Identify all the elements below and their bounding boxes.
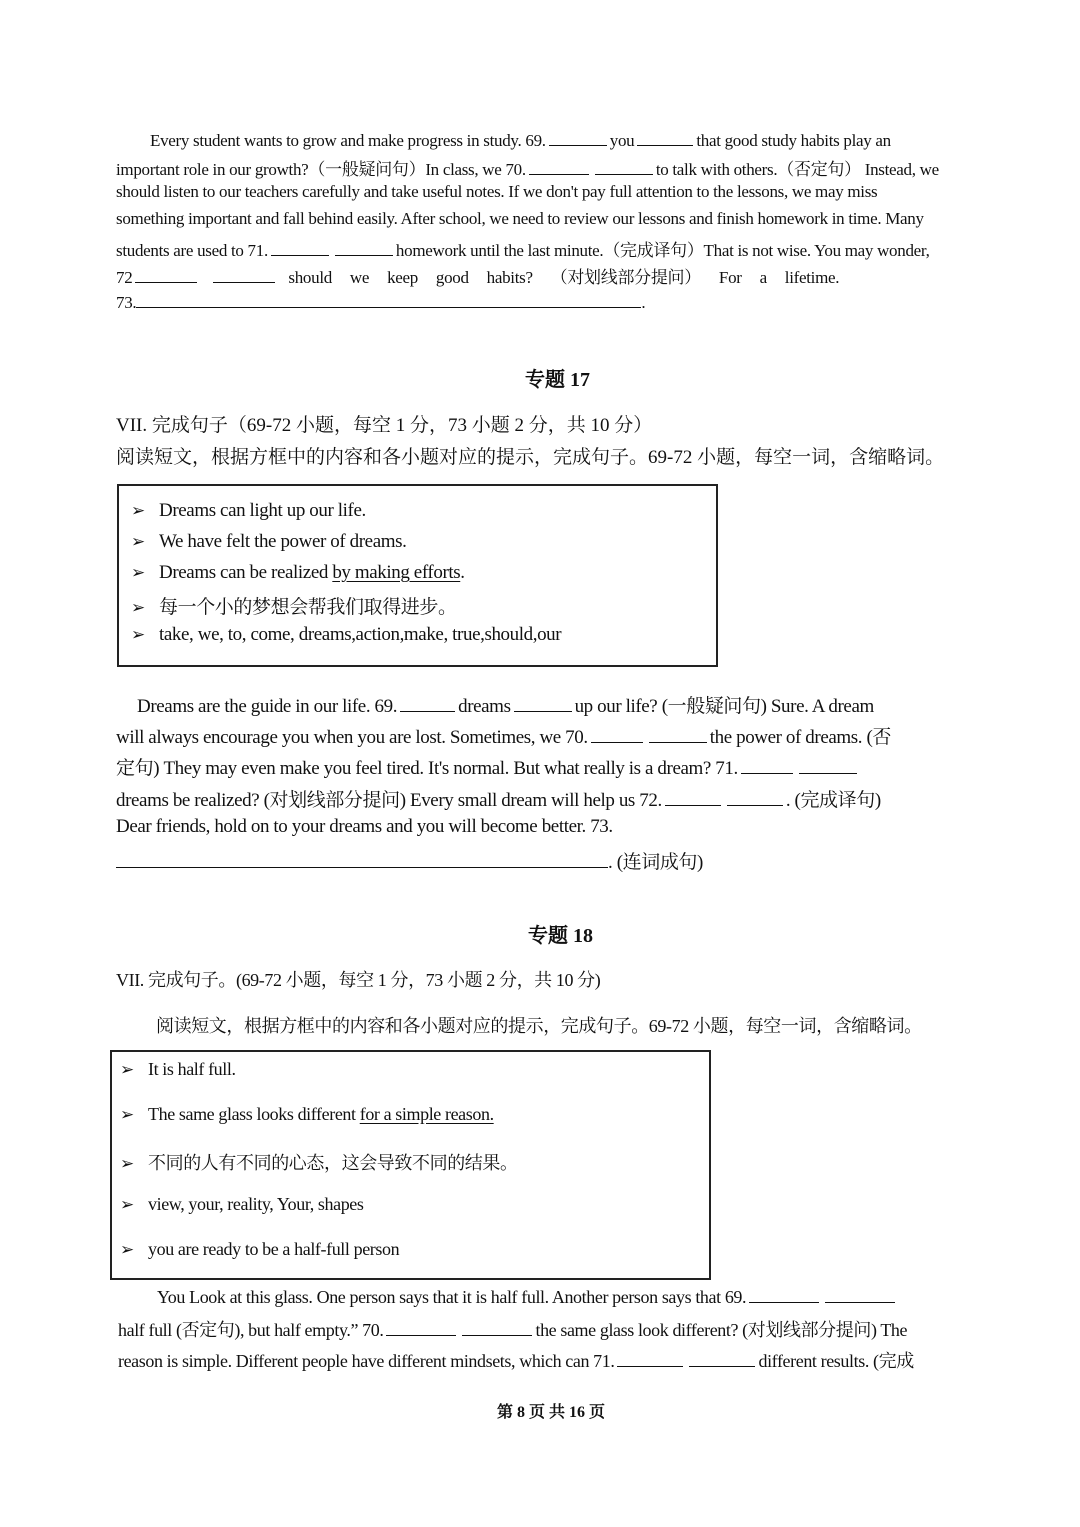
passage-line: [116, 290, 645, 313]
answer-blank[interactable]: [665, 786, 721, 806]
text: important role in our growth?（一般疑问句）In class, we 70.: [116, 160, 526, 179]
answer-blank[interactable]: [825, 1284, 895, 1303]
hint-text: It is half full.: [148, 1059, 236, 1079]
passage-line: [157, 1284, 898, 1308]
hint-item: [131, 562, 465, 584]
hint-item: [120, 1059, 236, 1080]
instruction: 阅读短文，根据方框中的内容和各小题对应的提示，完成句子。69-72 小题，每空一词，含缩略词。: [116, 447, 945, 468]
text: the same glass look different? (对划线部分提问) The: [535, 1320, 908, 1340]
text: 定句) They may even make you feel tired. It's normal. But what really is a dream? 71.: [116, 758, 738, 779]
text: . (连词成句): [608, 852, 703, 873]
arrow-bullet-icon: ➢: [131, 625, 145, 645]
answer-blank[interactable]: [386, 1317, 456, 1336]
hint-text: 不同的人有不同的心态，这会导致不同的结果。: [148, 1153, 518, 1173]
arrow-bullet-icon: ➢: [131, 532, 145, 552]
answer-blank[interactable]: [595, 157, 653, 175]
answer-blank[interactable]: [529, 157, 589, 175]
passage-line: should listen to our teachers carefully and take useful notes. If we don't pay full attention to the lessons, we may miss: [116, 182, 878, 201]
arrow-bullet-icon: ➢: [131, 563, 145, 583]
text: homework until the last minute.（完成译句）That is not wise. You may wonder,: [395, 241, 930, 260]
answer-blank[interactable]: [213, 265, 275, 283]
section-heading: VII. 完成句子（69-72 小题，每空 1 分，73 小题 2 分，共 10 分）: [116, 415, 653, 436]
hint-box: [117, 484, 718, 667]
hint-text: 每一个小的梦想会帮我们取得进步。: [159, 597, 457, 618]
passage-line: [116, 263, 839, 288]
hint-item: [131, 500, 366, 522]
answer-blank[interactable]: [727, 786, 783, 806]
arrow-bullet-icon: ➢: [120, 1105, 134, 1125]
text: .: [641, 293, 646, 312]
arrow-bullet-icon: ➢: [131, 501, 145, 521]
answer-blank[interactable]: [749, 1284, 819, 1303]
answer-blank[interactable]: [591, 723, 643, 743]
text: . (完成译句): [785, 790, 881, 811]
text: reason is simple. Different people have different mindsets, which can 71.: [118, 1351, 615, 1371]
text: to talk with others.（否定句） Instead, we: [655, 160, 939, 179]
answer-blank[interactable]: [116, 848, 608, 868]
passage-line: [118, 1347, 914, 1373]
text: dreams be realized? (对划线部分提问) Every small dream will help us 72.: [116, 790, 662, 811]
text: the power of dreams. (否: [709, 727, 891, 748]
hint-box: [110, 1050, 711, 1280]
hint-text: Dreams can light up our life.: [159, 500, 366, 521]
passage-line: something important and fall behind easily. After school, we need to review our lessons and finish homework in time. Many: [116, 209, 924, 228]
passage-line: [137, 691, 874, 718]
hint-text: view, your, reality, Your, shapes: [148, 1194, 364, 1214]
answer-blank[interactable]: [400, 692, 455, 712]
page-number: 第 8 页 共 16 页: [497, 1404, 606, 1421]
underlined-phrase: by making efforts: [332, 562, 461, 583]
text: up our life? (一般疑问句) Sure. A dream: [574, 696, 874, 717]
hint-item: [120, 1149, 518, 1175]
hint-item: [131, 592, 457, 619]
hint-text: The same glass looks different: [148, 1104, 360, 1124]
answer-blank[interactable]: [335, 238, 393, 256]
passage-line: [116, 753, 860, 780]
text: 73.: [116, 293, 137, 312]
answer-blank[interactable]: [462, 1317, 532, 1336]
answer-blank[interactable]: [689, 1348, 755, 1367]
text: Dreams are the guide in our life. 69.: [137, 696, 398, 717]
answer-blank[interactable]: [799, 754, 857, 774]
passage-line: [118, 1316, 907, 1342]
answer-blank[interactable]: [649, 723, 707, 743]
passage-line: [116, 236, 930, 261]
text: Every student wants to grow and make progress in study. 69.: [150, 131, 546, 150]
hint-text: We have felt the power of dreams.: [159, 531, 407, 552]
topic-title: 专题 18: [528, 925, 593, 947]
section-heading: VII. 完成句子。(69-72 小题，每空 1 分，73 小题 2 分，共 10 分): [116, 970, 601, 990]
answer-blank[interactable]: [514, 692, 572, 712]
text: You Look at this glass. One person says that it is half full. Another person says that 69.: [157, 1287, 747, 1307]
answer-blank[interactable]: [741, 754, 793, 774]
passage-line: [150, 128, 891, 151]
arrow-bullet-icon: ➢: [120, 1154, 134, 1174]
passage-line: [116, 155, 939, 180]
arrow-bullet-icon: ➢: [120, 1060, 134, 1080]
answer-blank[interactable]: [135, 265, 197, 283]
text: dreams: [458, 696, 511, 717]
arrow-bullet-icon: ➢: [131, 598, 145, 618]
text: you: [609, 131, 635, 150]
hint-item: [120, 1239, 399, 1260]
passage-line: [116, 722, 891, 749]
answer-blank[interactable]: [617, 1348, 683, 1367]
text: half full (否定句), but half empty.” 70.: [118, 1320, 384, 1340]
text: should we keep good habits? （对划线部分提问） For a lifetime.: [288, 268, 840, 287]
answer-blank[interactable]: [637, 128, 693, 146]
hint-text: take, we, to, come, dreams,action,make, true,should,our: [159, 624, 562, 645]
passage-line: Dear friends, hold on to your dreams and you will become better. 73.: [116, 816, 613, 837]
text: that good study habits play an: [696, 131, 891, 150]
text: different results. (完成: [758, 1351, 914, 1371]
arrow-bullet-icon: ➢: [120, 1240, 134, 1260]
hint-item: [131, 531, 406, 553]
hint-item: [131, 624, 561, 646]
answer-blank[interactable]: [136, 290, 641, 308]
answer-blank[interactable]: [549, 128, 607, 146]
passage-line: [116, 785, 881, 812]
text: will always encourage you when you are lost. Sometimes, we 70.: [116, 727, 588, 748]
topic-title: 专题 17: [525, 369, 590, 391]
instruction: 阅读短文，根据方框中的内容和各小题对应的提示，完成句子。69-72 小题，每空一词，含缩略词。: [156, 1016, 922, 1036]
text: 72: [116, 268, 133, 287]
answer-blank[interactable]: [271, 238, 329, 256]
arrow-bullet-icon: ➢: [120, 1195, 134, 1215]
hint-item: [120, 1104, 494, 1125]
hint-item: [120, 1194, 364, 1215]
hint-text: .: [460, 562, 465, 583]
hint-text: Dreams can be realized: [159, 562, 333, 583]
passage-line: [116, 847, 703, 874]
hint-text: you are ready to be a half-full person: [148, 1239, 400, 1259]
text: students are used to 71.: [116, 241, 268, 260]
underlined-phrase: for a simple reason.: [359, 1104, 494, 1124]
